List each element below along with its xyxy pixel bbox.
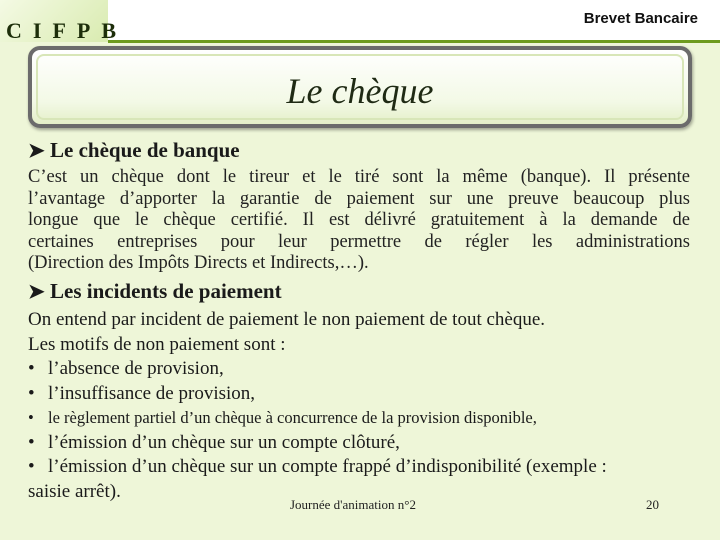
- list-item: [28, 357, 700, 382]
- section-heading-incidents: [28, 279, 282, 304]
- list-item-text: l’émission d’un chèque sur un compte clôturé,: [48, 431, 400, 453]
- paragraph-line: l’avantage d’apporter la garantie de paiement sur une preuve beaucoup plus: [28, 188, 690, 209]
- list-item: [28, 431, 700, 456]
- section-heading-label: Le chèque de banque: [50, 138, 240, 162]
- intro-line: Les motifs de non paiement sont :: [28, 333, 286, 355]
- list-item-text: l’émission d’un chèque sur un compte frappé d’indisponibilité (exemple :: [48, 456, 607, 477]
- title-frame: [28, 46, 692, 128]
- continuation-line: saisie arrêt).: [28, 480, 121, 502]
- dot-bullet-icon: •: [28, 358, 35, 379]
- paragraph-line: C’est un chèque dont le tireur et le tiré sont la même (banque). Il présente: [28, 167, 690, 187]
- page-number: 20: [646, 497, 659, 512]
- section1-paragraph: [28, 167, 690, 275]
- list-item-text: l’insuffisance de provision,: [48, 382, 256, 404]
- list-item: [28, 406, 700, 431]
- list-item-text: l’absence de provision,: [48, 358, 224, 379]
- arrow-bullet-icon: ➤: [28, 281, 45, 303]
- dot-bullet-icon: •: [28, 431, 35, 453]
- paragraph-line: certaines entreprises pour leur permettre de régler les administrations: [28, 231, 690, 252]
- header-divider: [108, 40, 720, 43]
- logo: CIFPB: [6, 18, 127, 43]
- paragraph-line: longue que le chèque certifié. Il est délivré gratuitement à la demande de: [28, 210, 690, 230]
- list-item: [28, 455, 700, 480]
- section-heading-cheque-de-banque: [28, 138, 240, 163]
- section2-body: [28, 308, 700, 504]
- brand-title: Brevet Bancaire: [583, 10, 698, 27]
- section-heading-label: Les incidents de paiement: [50, 279, 282, 303]
- arrow-bullet-icon: ➤: [28, 140, 45, 162]
- paragraph-line: (Direction des Impôts Directs et Indirects,…).: [28, 253, 369, 273]
- dot-bullet-icon: •: [28, 382, 35, 404]
- list-item: [28, 382, 700, 407]
- intro-line: On entend par incident de paiement le non paiement de tout chèque.: [28, 309, 546, 330]
- dot-bullet-icon: •: [28, 408, 34, 427]
- list-item-text: le règlement partiel d’un chèque à concurrence de la provision disponible,: [48, 408, 537, 427]
- footer-text: Journée d'animation n°2: [290, 497, 416, 512]
- slide-title: Le chèque: [286, 71, 434, 111]
- dot-bullet-icon: •: [28, 456, 35, 477]
